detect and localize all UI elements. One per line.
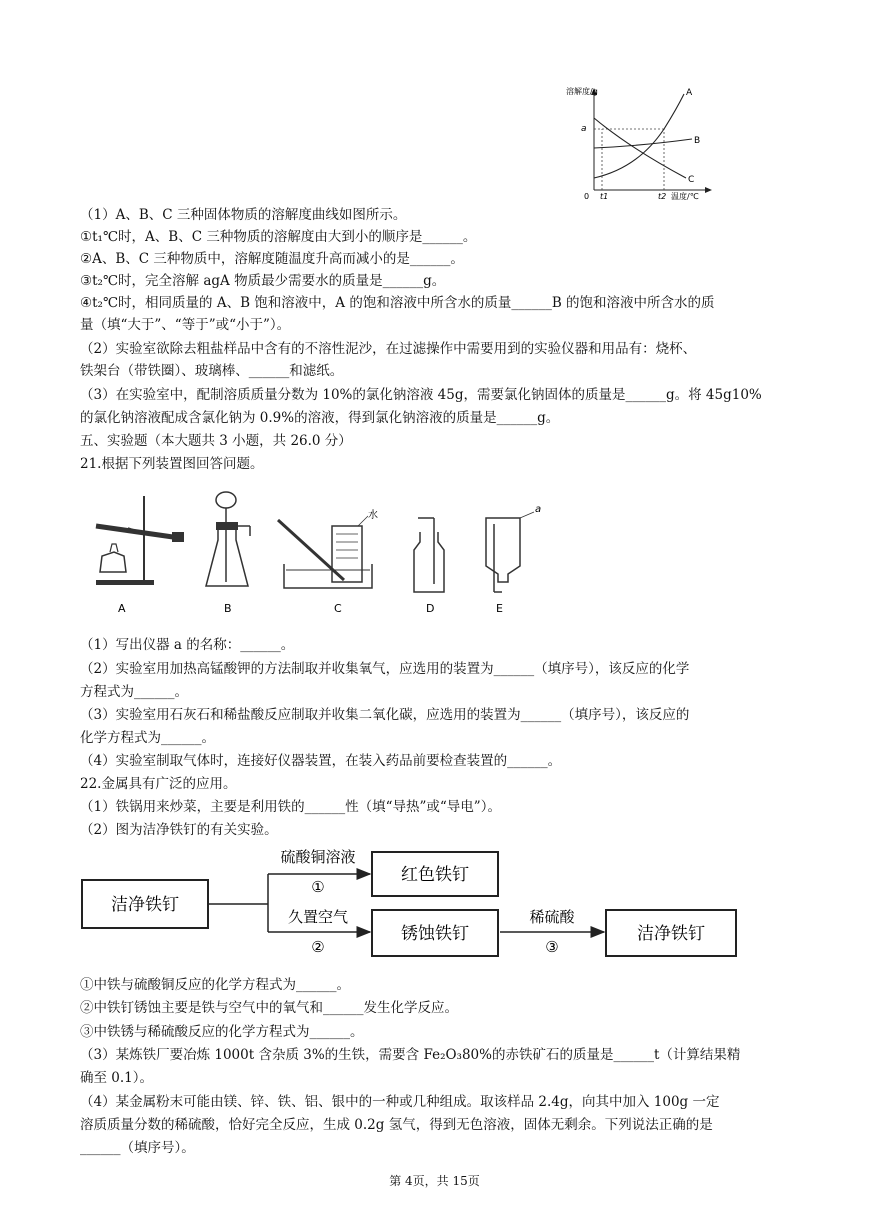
tick-a-label: a [581,124,587,134]
flow-arrow-2-num: ② [311,938,325,956]
q22-line-7: 确至 0.1）。 [80,1070,154,1086]
flow-box-4-text: 洁净铁钉 [637,924,705,944]
origin-label: 0 [584,192,590,201]
curve-C [594,118,686,178]
apparatus-D [414,518,444,592]
q22-line-9: 溶质质量分数的稀硫酸，恰好完全反应，生成 0.2g 氢气，得到无色溶液，固体无剩余。下列说法正确的是 [80,1117,713,1133]
a-label: a [535,504,542,515]
label-B: B [224,602,232,615]
apparatus-figure [88,488,558,623]
apparatus-A [96,496,184,585]
flow-box-3-text: 锈蚀铁钉 [401,924,469,944]
q20-line-8: 铁架台（带铁圈）、玻璃棒、______和滤纸。 [80,363,344,379]
q22-line-10: ______（填序号）。 [80,1140,195,1156]
q20-line-3: ②A、B、C 三种物质中，溶解度随温度升高而减小的是______。 [80,251,464,267]
flow-arrow-3-label: 稀硫酸 [529,908,575,926]
q22-title: 22.金属具有广泛的应用。 [80,776,237,792]
q21-line-6: （4）实验室制取气体时，连接好仪器装置，在装入药品前要检查装置的______。 [80,753,562,769]
q21-line-1: （1）写出仪器 a 的名称：______。 [80,637,295,653]
q21-line-3: 方程式为______。 [80,684,188,700]
curve-A-label: A [686,88,693,98]
q20-line-1: （1）A、B、C 三种固体物质的溶解度曲线如图所示。 [80,207,407,223]
q22-line-2: （2）图为洁净铁钉的有关实验。 [80,822,278,838]
tick-t1-label: t1 [600,192,609,201]
label-E: E [496,602,503,615]
flow-arrow-2-label: 久置空气 [287,908,349,926]
curve-A [594,94,684,178]
label-C: C [334,602,342,615]
iron-nail-flow-diagram [80,842,740,970]
label-A: A [118,602,126,615]
q20-line-7: （2）实验室欲除去粗盐样品中含有的不溶性泥沙，在过滤操作中需要用到的实验仪器和用品有：烧杯、 [80,341,697,357]
q22-line-4: ②中铁钉锈蚀主要是铁与空气中的氧气和______发生化学反应。 [80,1000,458,1016]
x-axis-label: 温度/℃ [671,192,699,201]
flow-box-2-text: 红色铁钉 [401,865,469,885]
q20-line-9: （3）在实验室中，配制溶质质量分数为 10%的氯化钠溶液 45g，需要氯化钠固体的质量是______g。将 45g10% [80,387,762,403]
q22-line-3: ①中铁与硫酸铜反应的化学方程式为______。 [80,977,350,993]
apparatus-E [486,512,534,592]
tick-t2-label: t2 [658,192,667,201]
apparatus-C [278,516,372,588]
q20-line-5: ④t₂℃时，相同质量的 A、B 饱和溶液中，A 的饱和溶液中所含水的质量______B 的饱和溶液中所含水的质 [80,295,715,311]
q20-line-2: ①t₁℃时，A、B、C 三种物质的溶解度由大到小的顺序是______。 [80,229,477,245]
apparatus-B [206,492,250,586]
q22-line-6: （3）某炼铁厂要冶炼 1000t 含杂质 3%的生铁，需要含 Fe₂O₃80%的赤铁矿石的质量是______t（计算结果精 [80,1047,741,1063]
q21-title: 21.根据下列装置图回答问题。 [80,456,264,472]
flow-arrow-1-label: 硫酸铜溶液 [280,848,356,866]
curve-C-label: C [688,175,695,185]
q20-line-4: ③t₂℃时，完全溶解 agA 物质最少需要水的质量是______g。 [80,273,446,289]
q20-line-10: 的氯化钠溶液配成含氯化钠为 0.9%的溶液，得到氯化钠溶液的质量是______g。 [80,410,560,426]
flow-arrow-3-num: ③ [545,938,559,956]
x-axis-arrow [705,187,712,193]
curve-B-label: B [694,136,701,146]
section-heading: 五、实验题（本大题共 3 小题，共 26.0 分） [80,433,352,449]
page-footer: 第 4页，共 15页 [389,1174,480,1188]
q21-line-4: （3）实验室用石灰石和稀盐酸反应制取并收集二氧化碳，应选用的装置为______（填序号），该反应的 [80,707,690,723]
label-D: D [426,602,435,615]
q22-line-5: ③中铁锈与稀硫酸反应的化学方程式为______。 [80,1024,364,1040]
water-label: 水 [368,510,378,521]
q21-line-2: （2）实验室用加热高锰酸钾的方法制取并收集氧气，应选用的装置为______（填序号），该反应的化学 [80,661,690,677]
y-axis-label: 溶解度/g [566,87,598,96]
q22-line-1: （1）铁锅用来炒菜，主要是利用铁的______性（填“导热”或“导电”）。 [80,799,501,815]
curve-B [594,139,692,148]
q20-line-6: 量（填“大于”、“等于”或“小于”）。 [80,317,291,333]
flow-box-1-text: 洁净铁钉 [111,895,179,915]
q21-line-5: 化学方程式为______。 [80,730,215,746]
q22-line-8: （4）某金属粉末可能由镁、锌、铁、铝、银中的一种或几种组成。取该样品 2.4g，向其中加入 100g 一定 [80,1094,720,1110]
flow-arrow-1-num: ① [311,878,325,896]
solubility-graph [560,82,720,204]
